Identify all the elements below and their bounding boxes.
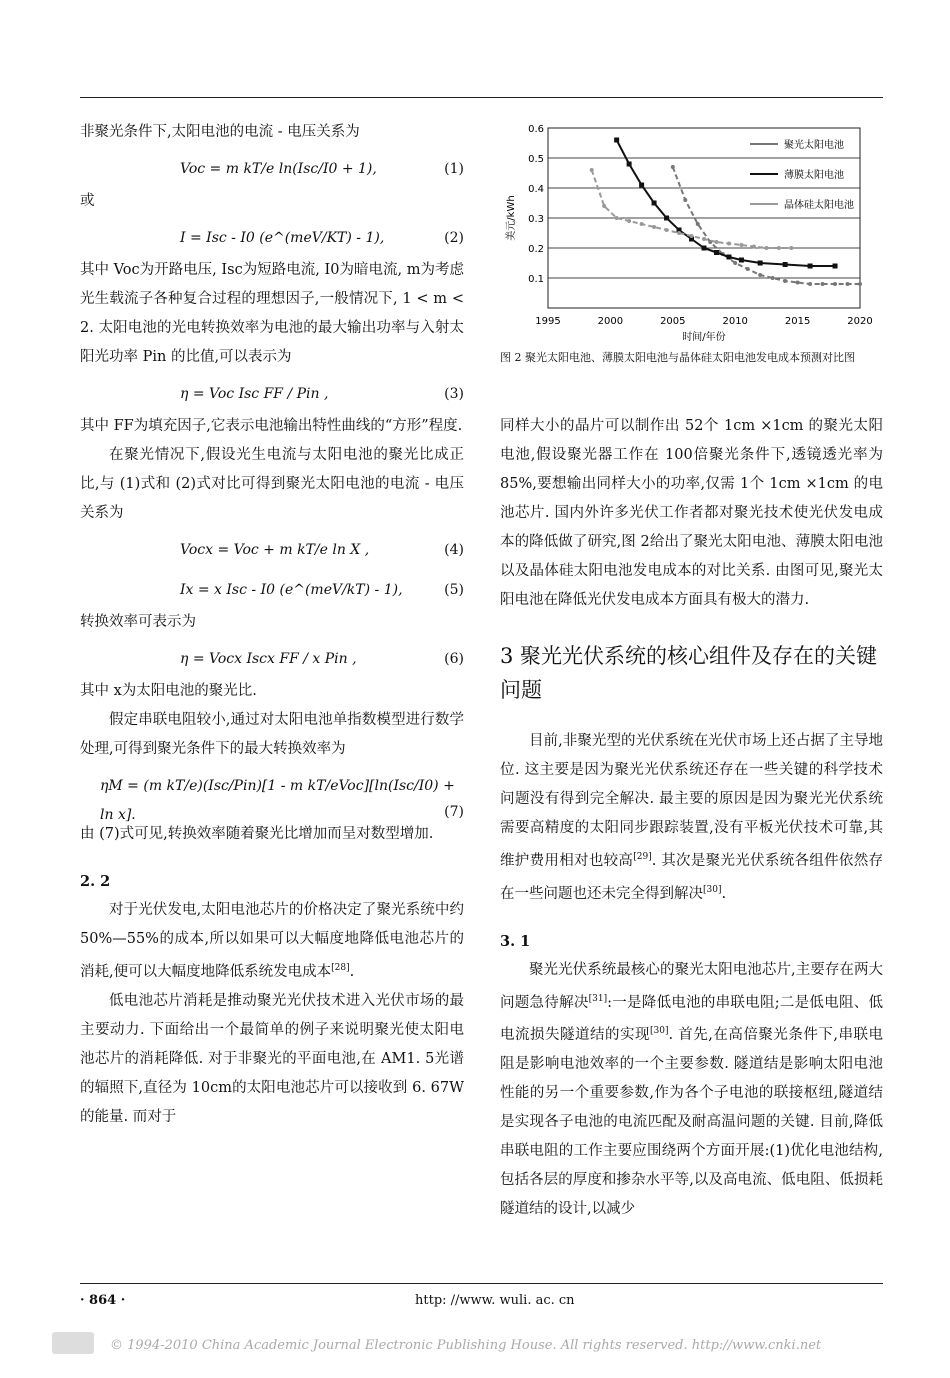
- or-text: 或: [80, 193, 95, 209]
- journal-url: http: //www. wuli. ac. cn: [415, 1293, 575, 1308]
- subsection-number: 3. 1: [500, 932, 531, 950]
- data-point: [665, 228, 669, 232]
- paragraph: 由 (7)式可见,转换效率随着聚光比增加而呈对数型增加.: [80, 826, 434, 842]
- data-point: [777, 246, 781, 250]
- data-point: [627, 162, 632, 167]
- equation-6: η = Vocx Iscx FF / x Pin , (6): [180, 651, 464, 667]
- data-point: [639, 183, 644, 188]
- data-point: [627, 219, 631, 223]
- x-tick-label: 2005: [660, 316, 686, 327]
- equation-3: η = Voc Isc FF / Pin , (3): [180, 386, 464, 402]
- paragraph: 假定串联电阻较小,通过对太阳电池单指数模型进行数学处理,可得到聚光条件下的最大转换效率为: [80, 712, 464, 757]
- data-point: [758, 261, 763, 266]
- y-tick-label: 0.3: [528, 214, 544, 225]
- data-point: [833, 264, 838, 269]
- y-tick-label: 0.1: [528, 274, 544, 285]
- x-tick-label: 2000: [597, 316, 624, 327]
- figure-caption: 图 2 聚光太阳电池、薄膜太阳电池与晶体硅太阳电池发电成本预测对比图: [500, 351, 855, 364]
- data-point: [677, 231, 681, 235]
- data-point: [702, 237, 706, 241]
- citation: [29]: [633, 852, 652, 862]
- legend-label: 晶体硅太阳电池: [784, 200, 854, 211]
- data-point: [764, 246, 768, 250]
- legend-label: 薄膜太阳电池: [784, 170, 844, 181]
- paragraph: 同样大小的晶片可以制作出 52个 1cm ×1cm 的聚光太阳电池,假设聚光器工作在 100倍聚光条件下,透镜透光率为 85%,要想输出同样大小的功率,仅需 1个 1cm ×1cm 的电池芯片. 国内外许多光伏工作者都对聚光技术使光伏发电成本的降低做了研究,图 2给出了聚光太阳电池、薄膜太阳电池以及晶体硅太阳电池发电成本的对比关系. 由图可见,聚光太阳电池在降低光伏发电成本方面具有极大的潜力.: [500, 418, 883, 608]
- paragraph: 目前,非聚光型的光伏系统在光伏市场上还占据了主导地位. 这主要是因为聚光光伏系统还存在一些关键的科学技术问题没有得到完全解决. 最主要的原因是因为聚光光伏系统需要高精度的太阳同步跟踪装置,没有平板光伏技术可靠,其维护费用相对也较高[29]. 其次是聚光光伏系统各组件依然存在一些问题也还未完全得到解决[30].: [500, 733, 884, 902]
- cost-chart: [500, 120, 883, 348]
- data-point: [752, 245, 756, 249]
- data-point: [771, 276, 775, 280]
- paragraph: 转换效率可表示为: [80, 614, 196, 630]
- data-point: [821, 282, 825, 286]
- y-tick-label: 0.4: [528, 184, 544, 195]
- data-point: [615, 216, 619, 220]
- equation-4: Vocx = Voc + m kT/e ln X , (4): [180, 542, 464, 558]
- data-point: [858, 282, 862, 286]
- right-column: [500, 412, 883, 1224]
- data-point: [758, 273, 762, 277]
- citation: [30]: [650, 1026, 669, 1037]
- data-point: [602, 204, 606, 208]
- y-tick-label: 0.2: [528, 244, 544, 255]
- data-point: [671, 165, 675, 169]
- copyright-notice: © 1994-2010 China Academic Journal Electronic Publishing House. All rights reserved. http://www.cnki.net: [110, 1338, 822, 1353]
- paragraph: 其中 Voc为开路电压, Isc为短路电流, I0为暗电流, m为考虑光生载流子各种复合过程的理想因子,一般情况下, 1 < m < 2. 太阳电池的光电转换效率为电池的最大输出功率与入射太阳光功率 Pin 的比值,可以表示为: [80, 262, 464, 365]
- data-point: [726, 255, 731, 260]
- data-point: [652, 201, 657, 206]
- data-point: [808, 282, 812, 286]
- left-column: [80, 118, 464, 1132]
- data-point: [690, 234, 694, 238]
- page-number: · 864 ·: [80, 1293, 126, 1308]
- figure-chart: [500, 120, 883, 370]
- data-point: [714, 250, 719, 255]
- x-tick-label: 2020: [847, 316, 873, 327]
- data-point: [652, 225, 656, 229]
- data-point: [846, 282, 850, 286]
- x-tick-label: 1995: [535, 316, 561, 327]
- data-point: [683, 198, 687, 202]
- data-point: [783, 262, 788, 267]
- y-axis-label: 美元/kWh: [506, 195, 517, 241]
- data-point: [614, 138, 619, 143]
- data-point: [696, 222, 700, 226]
- y-tick-label: 0.5: [528, 154, 544, 165]
- equation-5: Ix = x Isc - I0 (e^(meV/kT) - 1), (5): [180, 582, 464, 598]
- legend-label: 聚光太阳电池: [784, 140, 844, 151]
- data-point: [714, 240, 718, 244]
- citation: [31]: [588, 993, 608, 1004]
- paragraph: 低电池芯片消耗是推动聚光光伏技术进入光伏市场的最主要动力. 下面给出一个最简单的例子来说明聚光使太阳电池芯片的消耗降低. 对于非聚光的平面电池,在 AM1. 5光谱的辐照下,直径为 10cm的太阳电池芯片可以接收到 6. 67W 的能量. 而对于: [80, 992, 464, 1125]
- citation: [30]: [703, 884, 722, 895]
- data-point: [664, 216, 669, 221]
- intro-text: 非聚光条件下,太阳电池的电流 - 电压关系为: [80, 124, 360, 140]
- equation-2: I = Isc - I0 (e^(meV/KT) - 1), (2): [180, 230, 464, 246]
- data-point: [590, 168, 594, 172]
- x-tick-label: 2015: [784, 316, 811, 327]
- data-point: [783, 279, 787, 283]
- subsection-number: 2. 2: [80, 873, 111, 890]
- data-point: [789, 246, 793, 250]
- data-point: [808, 264, 813, 269]
- data-point: [746, 267, 750, 271]
- paragraph: 其中 FF为填充因子,它表示电池输出特性曲线的“方形”程度.: [80, 418, 463, 434]
- cnki-logo-icon: [52, 1332, 94, 1354]
- x-tick-label: 2010: [722, 316, 748, 327]
- data-point: [739, 258, 744, 263]
- citation: [28]: [331, 963, 350, 973]
- data-point: [796, 281, 800, 285]
- data-point: [833, 282, 837, 286]
- equation-1: Voc = m kT/e ln(Isc/I0 + 1), (1): [180, 161, 464, 177]
- paragraph: 在聚光情况下,假设光生电流与太阳电池的聚光比成正比,与 (1)式和 (2)式对比可得到聚光太阳电池的电流 - 电压关系为: [80, 447, 464, 521]
- paragraph: 聚光光伏系统最核心的聚光太阳电池芯片,主要存在两大问题急待解决[31]:一是降低电池的串联电阻;二是低电阻、低电流损失隧道结的实现[30]. 首先,在高倍聚光条件下,串联电阻是影响电池效率的一个主要参数. 隧道结是影响太阳电池性能的另一个重要参数,作为各个子电池的联接枢纽,隧道结是实现各子电池的电流匹配及耐高温问题的关键. 目前,降低串联电阻的工作主要应围绕两个方面开展:(1)优化电池结构,包括各层的厚度和掺杂水平等,以及高电流、低电阻、低损耗隧道结的设计,以减少: [500, 961, 883, 1218]
- data-point: [640, 222, 644, 226]
- x-axis-label: 时间/年份: [682, 332, 726, 343]
- data-point: [727, 242, 731, 246]
- y-tick-label: 0.6: [528, 124, 544, 135]
- bottom-rule: [80, 1283, 883, 1284]
- data-point: [739, 243, 743, 247]
- equation-7: ηM = (m kT/e)(Isc/Pin)[1 - m kT/eVoc][ln(Isc/I0) + ln x]. (7): [100, 778, 464, 823]
- section-heading: 3 聚光光伏系统的核心组件及存在的关键问题: [500, 644, 878, 702]
- data-point: [733, 261, 737, 265]
- paragraph: 其中 x为太阳电池的聚光比.: [80, 683, 257, 699]
- data-point: [702, 246, 707, 251]
- top-rule: [80, 97, 883, 98]
- paragraph: 对于光伏发电,太阳电池芯片的价格决定了聚光系统中约 50%—55%的成本,所以如果可以大幅度地降低电池芯片的消耗,便可以大幅度地降低系统发电成本[28].: [80, 902, 464, 980]
